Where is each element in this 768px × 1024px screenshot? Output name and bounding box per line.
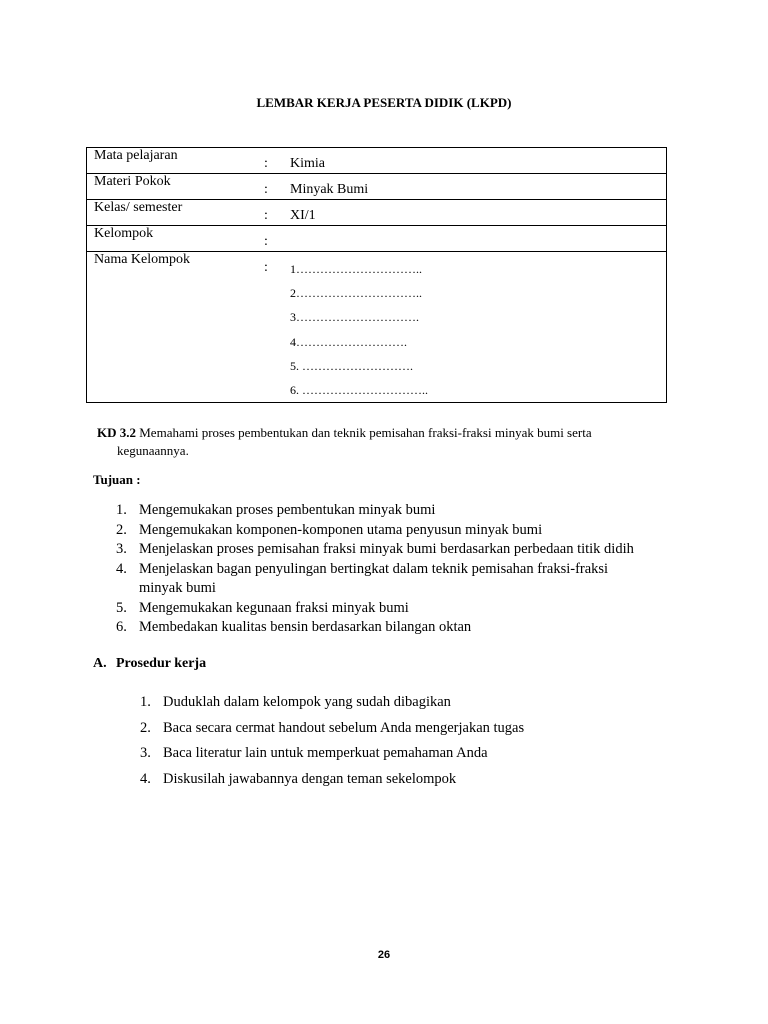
member-name-list <box>290 257 666 402</box>
item-number: 5. <box>116 599 127 616</box>
list-item <box>140 718 524 744</box>
item-text: Mengemukakan proses pembentukan minyak bumi <box>139 502 436 518</box>
item-number: 2. <box>116 521 127 538</box>
row-label: Nama Kelompok <box>94 252 191 267</box>
list-item <box>140 692 524 718</box>
table-row <box>87 148 667 174</box>
objectives-list <box>116 501 676 638</box>
item-text: Membedakan kualitas bensin berdasarkan bilangan oktan <box>139 619 472 635</box>
row-value: XI/1 <box>290 208 316 223</box>
list-item <box>140 769 524 795</box>
row-value: Minyak Bumi <box>290 182 369 197</box>
member-name-blank: 4………………………. <box>290 334 407 349</box>
row-label: Kelas/ semester <box>94 200 183 215</box>
member-name-blank: 3…………………………. <box>290 310 419 325</box>
list-item <box>116 501 676 521</box>
item-number: 3. <box>116 541 127 557</box>
table-row <box>87 174 667 200</box>
section-title: Prosedur kerja <box>116 656 207 671</box>
step-number: 2. <box>140 719 151 736</box>
competency-statement <box>97 424 667 460</box>
row-colon: : <box>264 208 268 223</box>
item-text: Mengemukakan komponen-komponen utama penyusun minyak bumi <box>139 521 543 538</box>
member-name-blank: 5. ………………………. <box>290 358 413 373</box>
row-label: Kelompok <box>94 226 154 241</box>
step-text: Baca literatur lain untuk memperkuat pemahaman Anda <box>163 745 488 761</box>
step-text: Duduklah dalam kelompok yang sudah dibagikan <box>163 694 451 710</box>
step-number: 4. <box>140 770 151 787</box>
row-colon: : <box>264 182 268 197</box>
kd-text-continued: kegunaannya. <box>117 443 189 458</box>
item-number: 1. <box>116 502 127 518</box>
kd-code: KD 3.2 <box>97 425 136 440</box>
row-colon: : <box>264 156 268 171</box>
member-name-blank: 6. ………………………….. <box>290 382 428 397</box>
item-text: Menjelaskan proses pemisahan fraksi minyak bumi berdasarkan perbedaan titik didih <box>139 541 634 557</box>
row-label: Mata pelajaran <box>94 148 178 163</box>
table-row <box>87 226 667 252</box>
list-item <box>140 743 524 769</box>
list-item <box>116 540 676 560</box>
item-number: 6. <box>116 619 127 635</box>
member-name-blank: 1………………………….. <box>290 262 422 276</box>
row-colon: : <box>264 260 268 275</box>
step-text: Baca secara cermat handout sebelum Anda mengerjakan tugas <box>163 719 525 736</box>
item-number: 4. <box>116 560 127 577</box>
list-item <box>116 618 676 638</box>
item-text: Menjelaskan bagan penyulingan bertingkat dalam teknik pemisahan fraksi-fraksi minyak bumi <box>139 560 609 596</box>
step-number: 1. <box>140 694 151 710</box>
list-item <box>116 560 649 599</box>
kd-text: Memahami proses pembentukan dan teknik pemisahan fraksi-fraksi minyak bumi serta <box>136 425 592 440</box>
procedure-steps <box>140 692 524 794</box>
row-colon: : <box>264 234 268 249</box>
step-number: 3. <box>140 745 151 761</box>
table-row-group-names <box>87 252 667 403</box>
step-text: Diskusilah jawabannya dengan teman sekelompok <box>163 770 457 787</box>
row-value: Kimia <box>290 156 325 171</box>
list-item <box>116 599 676 619</box>
identity-table <box>86 147 667 403</box>
page-title: LEMBAR KERJA PESERTA DIDIK (LKPD) <box>256 95 512 110</box>
procedure-heading <box>93 656 206 672</box>
section-letter: A. <box>93 656 107 671</box>
page-number: 26 <box>377 949 391 961</box>
table-row <box>87 200 667 226</box>
list-item <box>116 521 676 541</box>
row-label: Materi Pokok <box>94 174 171 189</box>
member-name-blank: 2………………………….. <box>290 286 422 301</box>
objectives-heading: Tujuan : <box>93 472 141 487</box>
item-text: Mengemukakan kegunaan fraksi minyak bumi <box>139 599 409 616</box>
